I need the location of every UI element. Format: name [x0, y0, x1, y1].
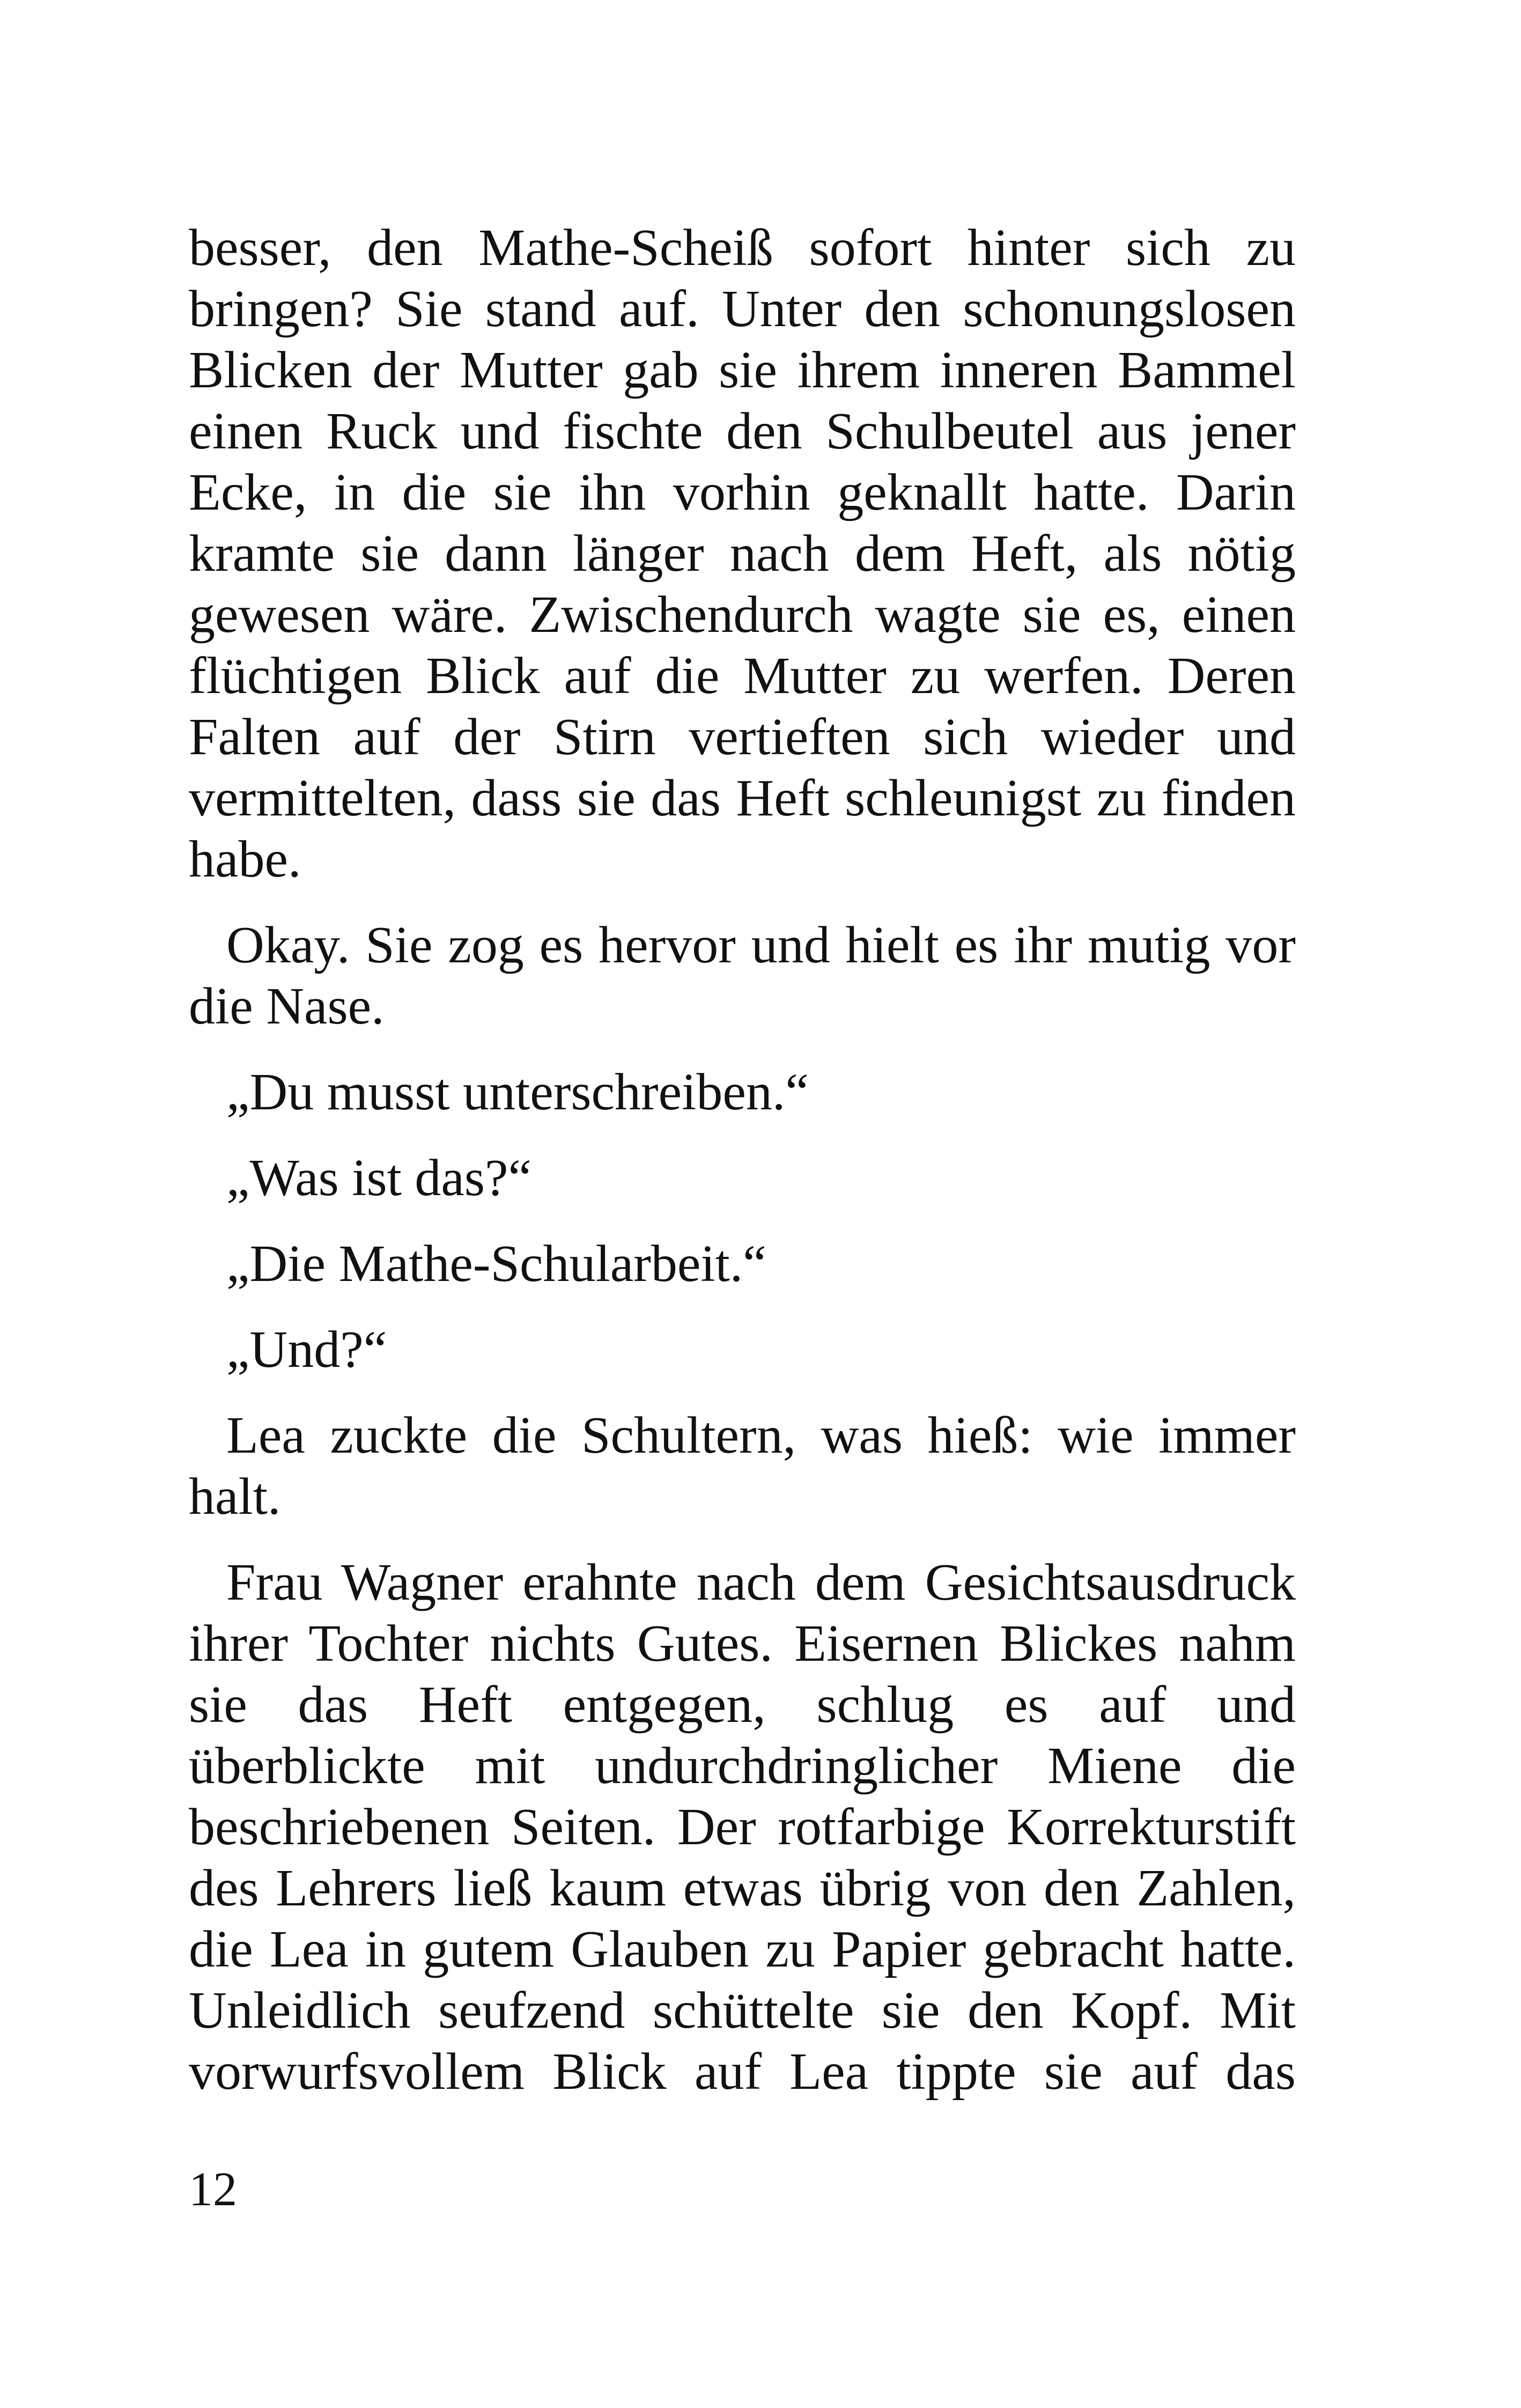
text-line: einen Ruck und fischte den Schulbeutel aus jener: [189, 402, 1296, 460]
text-line: beschriebenen Seiten. Der rotfarbige Korrekturstift: [189, 1798, 1296, 1856]
dialogue-line: „Du musst unterschreiben.“: [226, 1063, 809, 1121]
text-line: Unleidlich seufzend schüttelte sie den Kopf. Mit: [189, 1982, 1296, 2039]
text-line: besser, den Mathe-Scheiß sofort hinter sich zu: [189, 219, 1296, 277]
body-text: [189, 217, 1296, 2102]
text-line: Falten auf der Stirn vertieften sich wieder und: [189, 708, 1296, 766]
text-line: des Lehrers ließ kaum etwas übrig von den Zahlen,: [189, 1859, 1296, 1917]
paragraph-gap: [189, 890, 1296, 915]
text-line: die Lea in gutem Glauben zu Papier gebracht hatte.: [189, 1920, 1296, 1978]
text-line: flüchtigen Blick auf die Mutter zu werfen. Deren: [189, 647, 1296, 705]
page-number: 12: [189, 2163, 237, 2216]
text-line: Blicken der Mutter gab sie ihrem inneren Bammel: [189, 341, 1296, 399]
paragraph-gap: [189, 1527, 1296, 1552]
text-line: Lea zuckte die Schultern, was hieß: wie immer: [226, 1406, 1296, 1464]
paragraph-gap: [189, 1037, 1296, 1062]
text-line: habe.: [189, 830, 301, 888]
text-line: Frau Wagner erahnte nach dem Gesichtsausdruck: [226, 1553, 1296, 1611]
text-line: ihrer Tochter nichts Gutes. Eisernen Blickes nahm: [189, 1615, 1296, 1673]
dialogue-line: „Was ist das?“: [226, 1149, 532, 1207]
paragraph-gap: [189, 1209, 1296, 1233]
paragraph-gap: [189, 1380, 1296, 1405]
text-line: Ecke, in die sie ihn vorhin geknallt hatte. Darin: [189, 463, 1296, 521]
text-line: vorwurfsvollem Blick auf Lea tippte sie auf das: [189, 2043, 1296, 2101]
dialogue-line: „Und?“: [226, 1321, 387, 1379]
text-line: überblickte mit undurchdringlicher Miene die: [189, 1737, 1296, 1795]
text-line: gewesen wäre. Zwischendurch wagte sie es, einen: [189, 586, 1296, 644]
text-line: halt.: [189, 1468, 281, 1526]
dialogue-line: „Die Mathe-Schularbeit.“: [226, 1235, 766, 1293]
text-line: Okay. Sie zog es hervor und hielt es ihr mutig vor: [226, 916, 1296, 974]
text-line: die Nase.: [189, 977, 385, 1035]
text-line: bringen? Sie stand auf. Unter den schonungslosen: [189, 280, 1296, 338]
text-line: kramte sie dann länger nach dem Heft, als nötig: [189, 525, 1296, 583]
text-line: vermittelten, dass sie das Heft schleunigst zu finden: [189, 769, 1296, 827]
text-line: sie das Heft entgegen, schlug es auf und: [189, 1676, 1296, 1734]
paragraph-gap: [189, 1294, 1296, 1319]
paragraph-gap: [189, 1123, 1296, 1147]
